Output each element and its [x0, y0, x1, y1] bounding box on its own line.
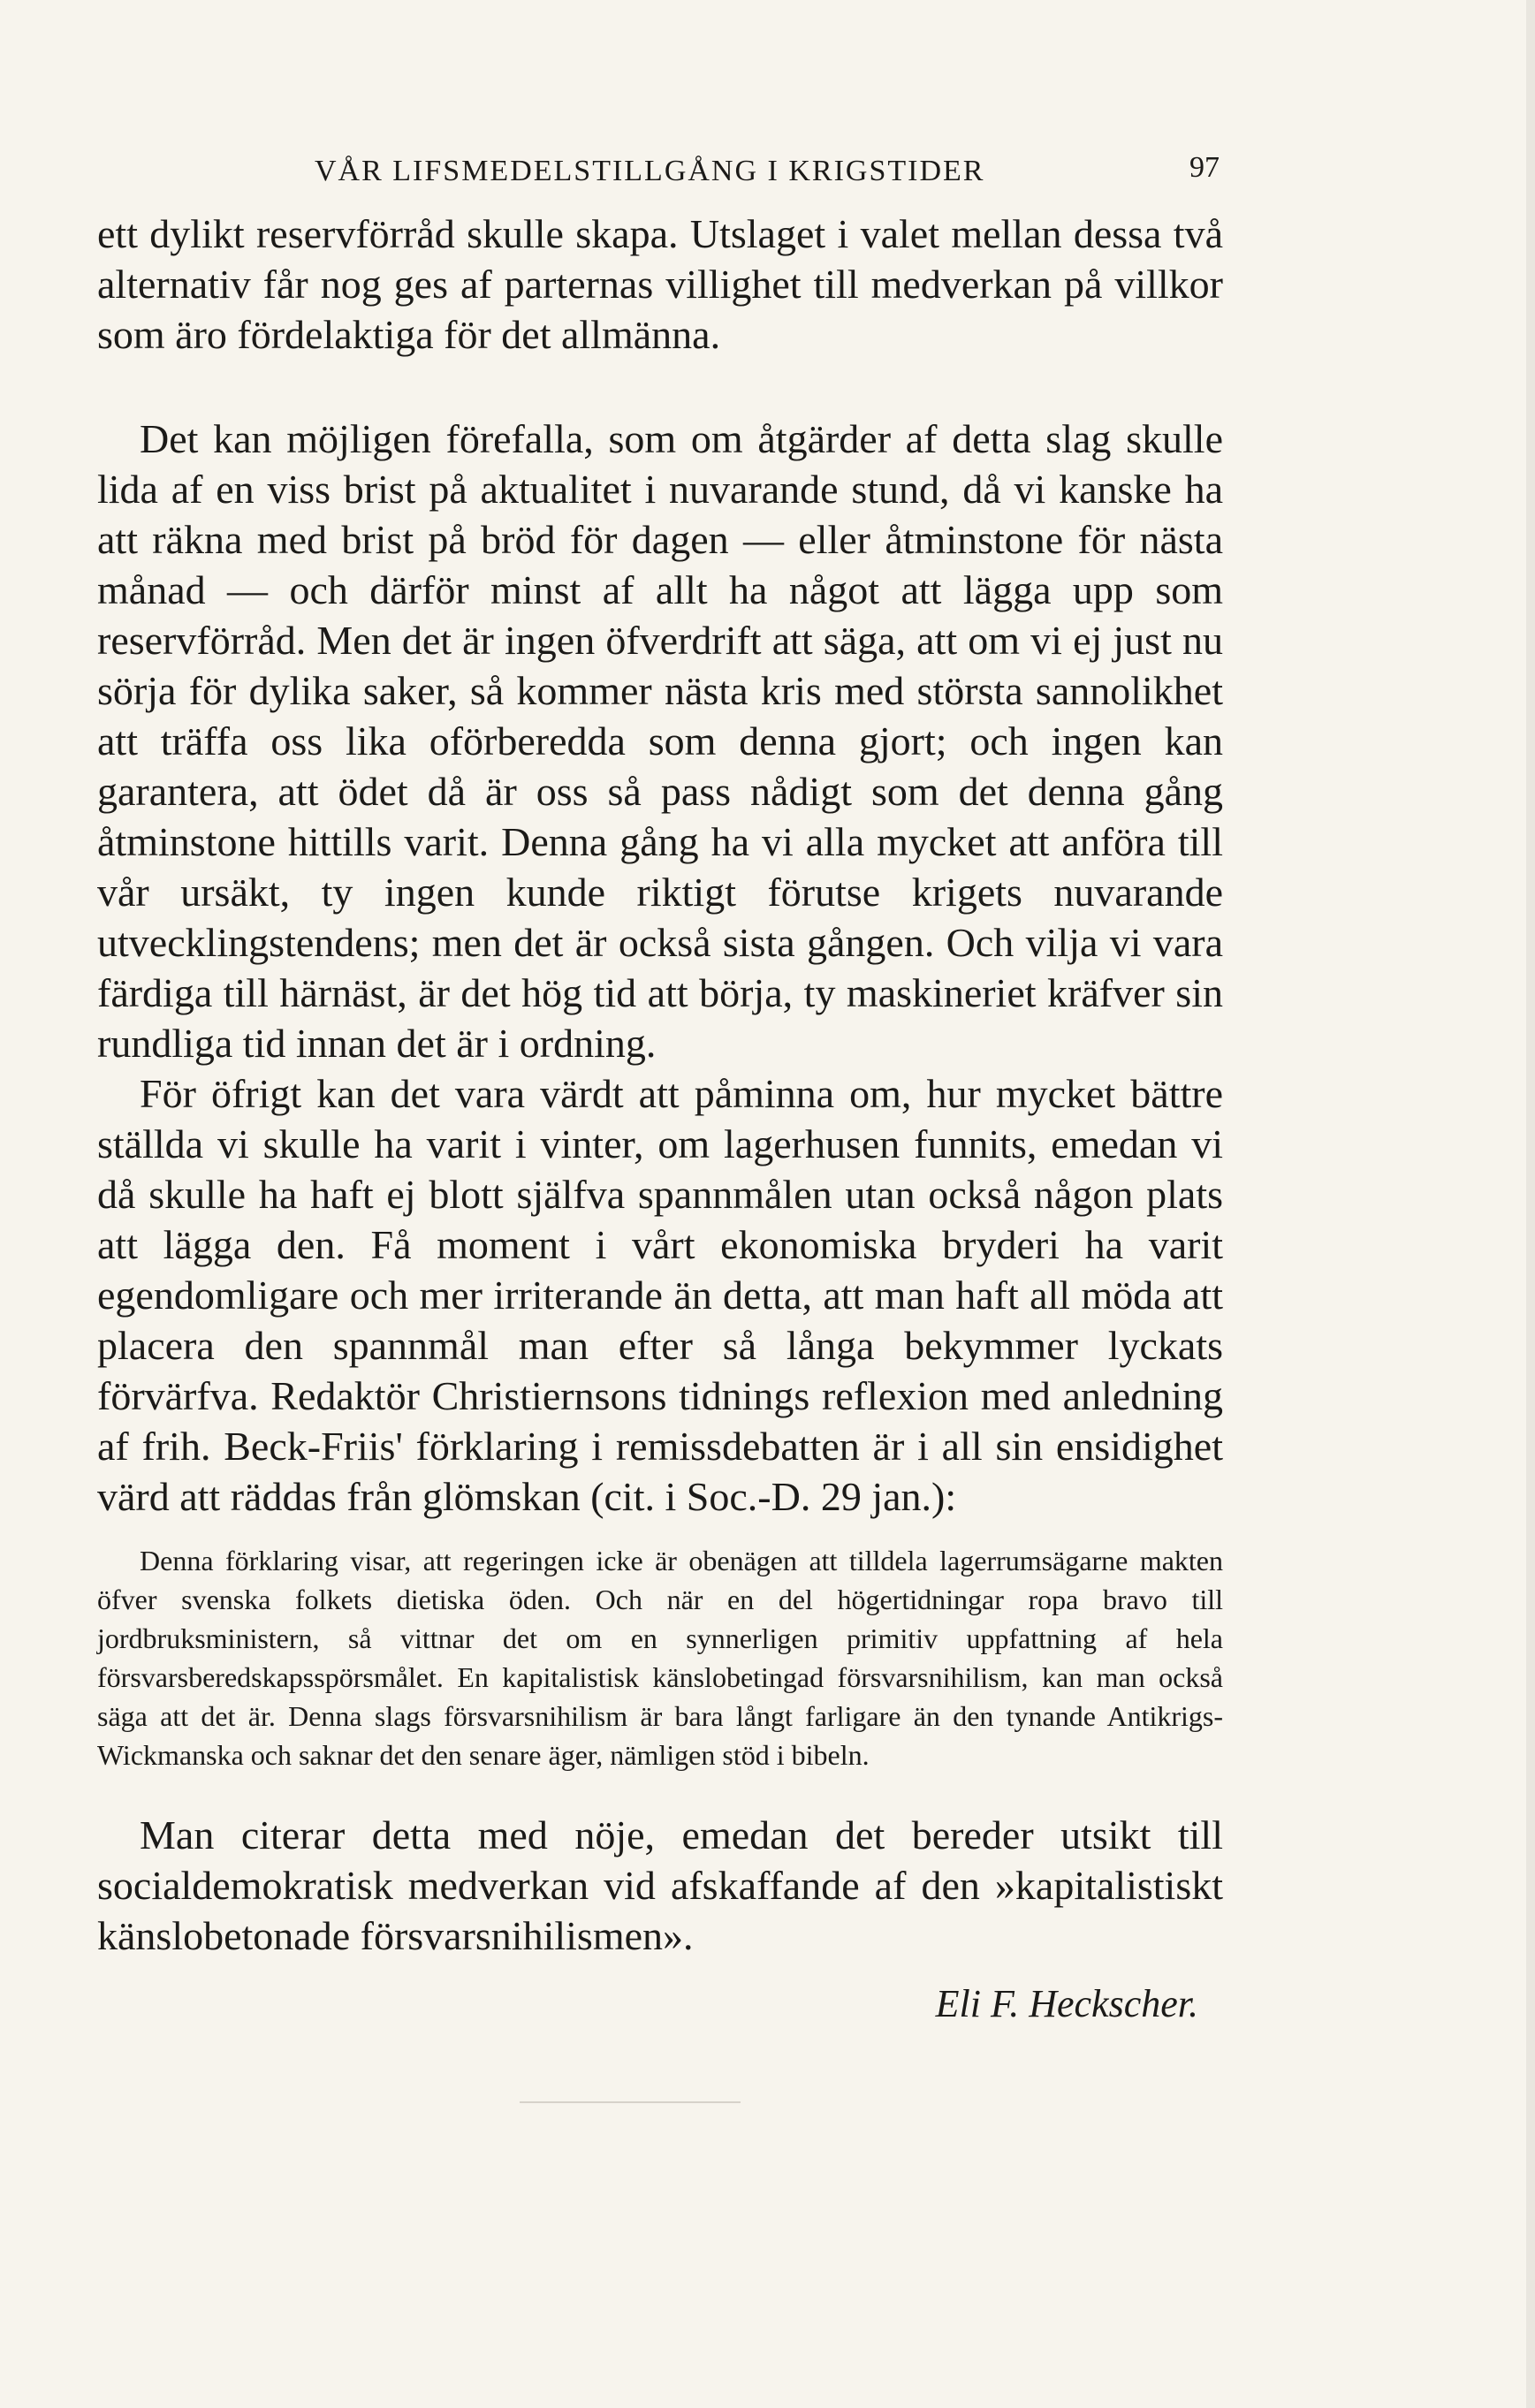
paragraph-aktualitet: Det kan möjligen förefalla, som om åtgärder af detta slag skulle lida af en viss brist på aktualitet i nuvarande stund, då vi kanske ha att räkna med brist på bröd för dagen — eller åtminstone för nästa månad — och därför minst af allt ha något att lägga upp som reservförråd. Men det är ingen öfverdrift att säga, att om vi ej just nu sörja för dylika saker, så kommer nästa kris med största sannolikhet att träffa oss lika oförberedda som denna gjort; och ingen kan garantera, att ödet då är oss så pass nådigt som det denna gång åtminstone hittills varit. Denna gång ha vi alla mycket att anföra till vår ursäkt, ty ingen kunde riktigt förutse krigets nuvarande utvecklingstendens; men det är också sista gången. Och vilja vi vara färdiga till härnäst, är det hög tid att börja, ty maskineriet kräfver sin rundliga tid innan det är i ordning.	[97, 416, 1223, 1066]
running-title: VÅR LIFSMEDELSTILLGÅNG I KRIGSTIDER	[315, 155, 985, 187]
page-number: 97	[1189, 151, 1220, 184]
author-signature: Eli F. Heckscher.	[935, 1982, 1198, 2025]
end-rule	[520, 2101, 741, 2103]
page-edge	[1526, 0, 1535, 2408]
paragraph-continuation: ett dylikt reservförråd skulle skapa. Utslaget i valet mellan dessa två alternativ får nog ges af parternas villighet till medverkan på villkor som äro fördelaktiga för det allmänna.	[97, 211, 1223, 357]
body-text	[97, 209, 1223, 2029]
paragraph-closing: Man citerar detta med nöje, emedan det bereder utsikt till socialdemokratisk medverkan vid afskaffande af den »kapitalistiskt känslobetonade försvarsnihilismen».	[97, 1812, 1223, 1958]
page-header	[97, 146, 1220, 199]
paragraph-lagerhusen: För öfrigt kan det vara värdt att påminna om, hur mycket bättre ställda vi skulle ha varit i vinter, om lagerhusen funnits, emedan vi då skulle ha haft ej blott själfva spannmålen utan också någon plats att lägga den. Få moment i vårt ekonomiska bryderi ha varit egendomligare och mer irriterande än detta, att man haft all möda att placera den spannmål man efter så långa bekymmer lyckats förvärfva. Redaktör Christiernsons tidnings reflexion med anledning af frih. Beck-Friis' förklaring i remissdebatten är i all sin ensidighet värd att räddas från glömskan (cit. i Soc.-D. 29 jan.):	[97, 1071, 1223, 1519]
block-quote: Denna förklaring visar, att regeringen icke är obenägen att tilldela lagerrumsägarne makten öfver svenska folkets dietiska öden. Och när en del högertidningar ropa bravo till jordbruksministern, så vittnar det om en synnerligen primitiv uppfattning af hela försvarsberedskapsspörsmålet. En kapitalistisk känslobetingad försvarsnihilism, kan man också säga att det är. Denna slags försvarsnihilism är bara långt farligare än den tynande Antikrigs-Wickmanska och saknar det den senare äger, nämligen stöd i bibeln.	[97, 1545, 1223, 1771]
